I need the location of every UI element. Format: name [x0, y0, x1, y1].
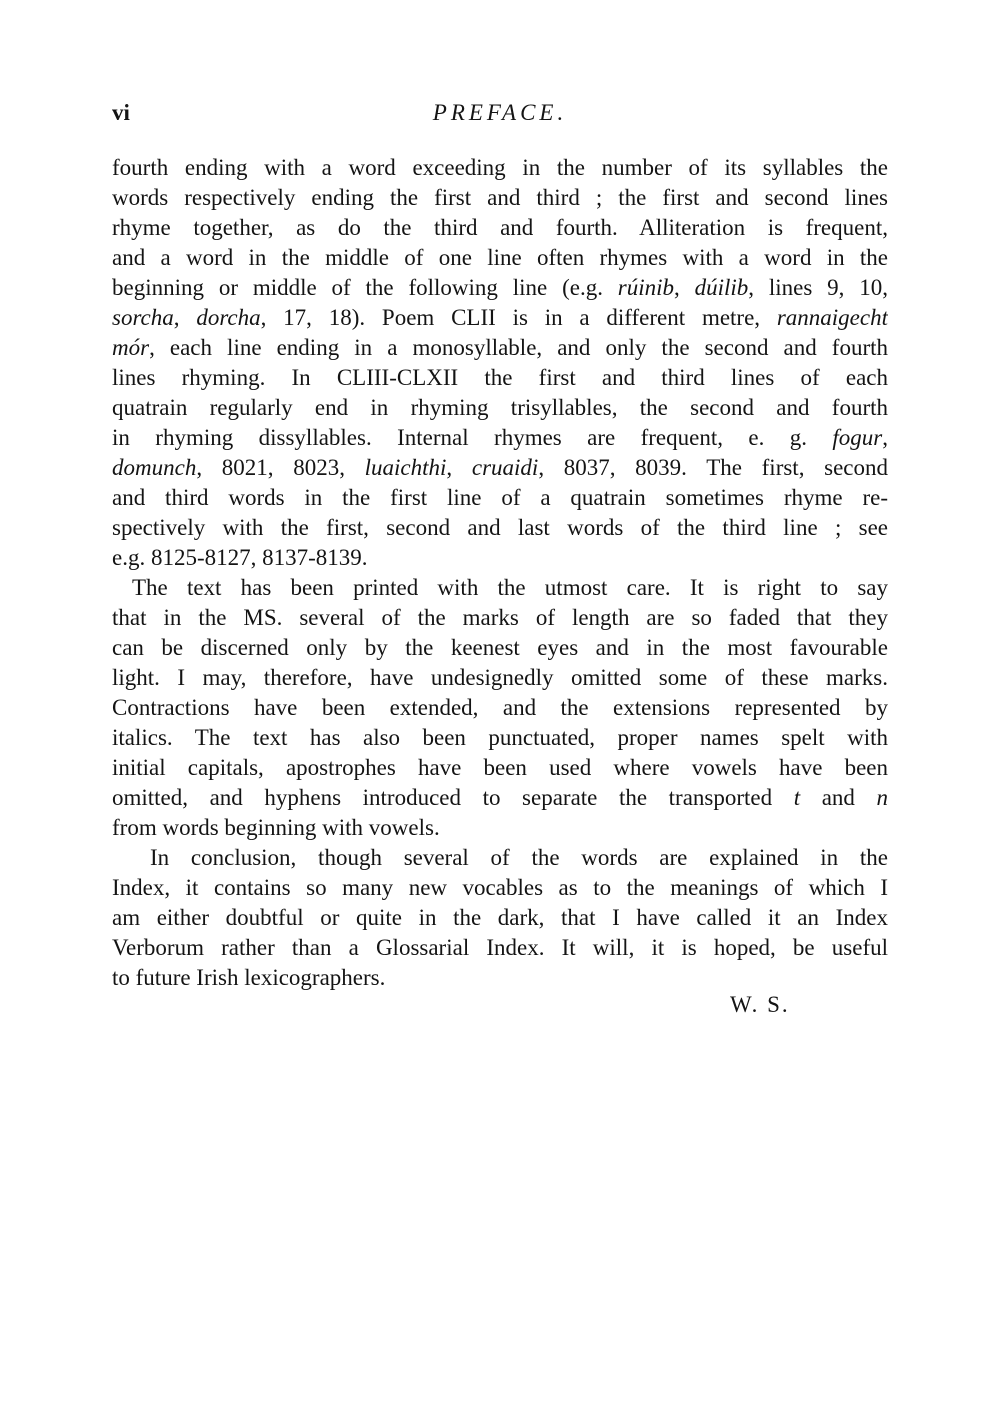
text-line: in rhyming dissyllables. Internal rhymes are frequent, e. g. fogur,	[112, 425, 888, 450]
italic-word: rúinib	[617, 275, 675, 300]
italic-word: domunch	[112, 455, 197, 480]
text-line: words respectively ending the first and third ; the first and second lines	[112, 185, 888, 210]
italic-letter: n	[876, 785, 888, 810]
text-line: Contractions have been extended, and the extensions represented by	[112, 695, 888, 720]
text-line: and a word in the middle of one line often rhymes with a word in the	[112, 245, 888, 270]
page-header	[112, 100, 888, 134]
text-line: to future Irish lexicographers.	[112, 965, 386, 990]
text-line: e.g. 8125-8127, 8137-8139.	[112, 545, 368, 570]
body-text	[112, 153, 888, 993]
text-line: italics. The text has also been punctuated, proper names spelt with	[112, 725, 888, 750]
text-line: In conclusion, though several of the words are explained in the	[150, 845, 888, 870]
text-line: spectively with the first, second and last words of the third line ; see	[112, 515, 888, 540]
text-line: that in the MS. several of the marks of length are so faded that they	[112, 605, 888, 630]
text-line: Verborum rather than a Glossarial Index. It will, it is hoped, be useful	[112, 935, 888, 960]
italic-letter: t	[793, 785, 801, 810]
text-line: beginning or middle of the following line (e.g. rúinib, dúilib, lines 9, 10,	[112, 275, 888, 300]
signature: W. S.	[730, 992, 790, 1017]
italic-word: rannaigecht	[776, 305, 888, 330]
text-line: initial capitals, apostrophes have been used where vowels have been	[112, 755, 888, 780]
text-line: quatrain regularly end in rhyming trisyllables, the second and fourth	[112, 395, 888, 420]
text-line: and third words in the first line of a quatrain sometimes rhyme re-	[112, 485, 888, 510]
italic-word: dúilib	[694, 275, 749, 300]
italic-word: dorcha	[196, 305, 261, 330]
italic-word: sorcha	[112, 305, 174, 330]
italic-word: mór	[112, 335, 150, 360]
text-line: mór, each line ending in a monosyllable, and only the second and fourth	[112, 335, 888, 360]
text-line: am either doubtful or quite in the dark, that I have called it an Index	[112, 905, 888, 930]
text-line: can be discerned only by the keenest eyes and in the most favourable	[112, 635, 888, 660]
text-line: Index, it contains so many new vocables as to the meanings of which I	[112, 875, 888, 900]
text-line: fourth ending with a word exceeding in the number of its syllables the	[112, 155, 888, 180]
text-line: omitted, and hyphens introduced to separate the transported t and n	[112, 785, 888, 810]
italic-word: fogur	[832, 425, 883, 450]
text-line: rhyme together, as do the third and fourth. Alliteration is frequent,	[112, 215, 888, 240]
italic-word: luaichthi	[364, 455, 447, 480]
text-line: The text has been printed with the utmost care. It is right to say	[132, 575, 888, 600]
running-title: PREFACE.	[432, 100, 568, 125]
page-number: vi	[112, 100, 130, 125]
text-line: from words beginning with vowels.	[112, 815, 440, 840]
italic-word: cruaidi	[471, 455, 539, 480]
text-line: lines rhyming. In CLIII-CLXII the first and third lines of each	[112, 365, 888, 390]
text-line: light. I may, therefore, have undesignedly omitted some of these marks.	[112, 665, 888, 690]
text-line: sorcha, dorcha, 17, 18). Poem CLII is in a different metre, rannaigecht	[112, 305, 888, 330]
text-line: domunch, 8021, 8023, luaichthi, cruaidi, 8037, 8039. The first, second	[112, 455, 888, 480]
